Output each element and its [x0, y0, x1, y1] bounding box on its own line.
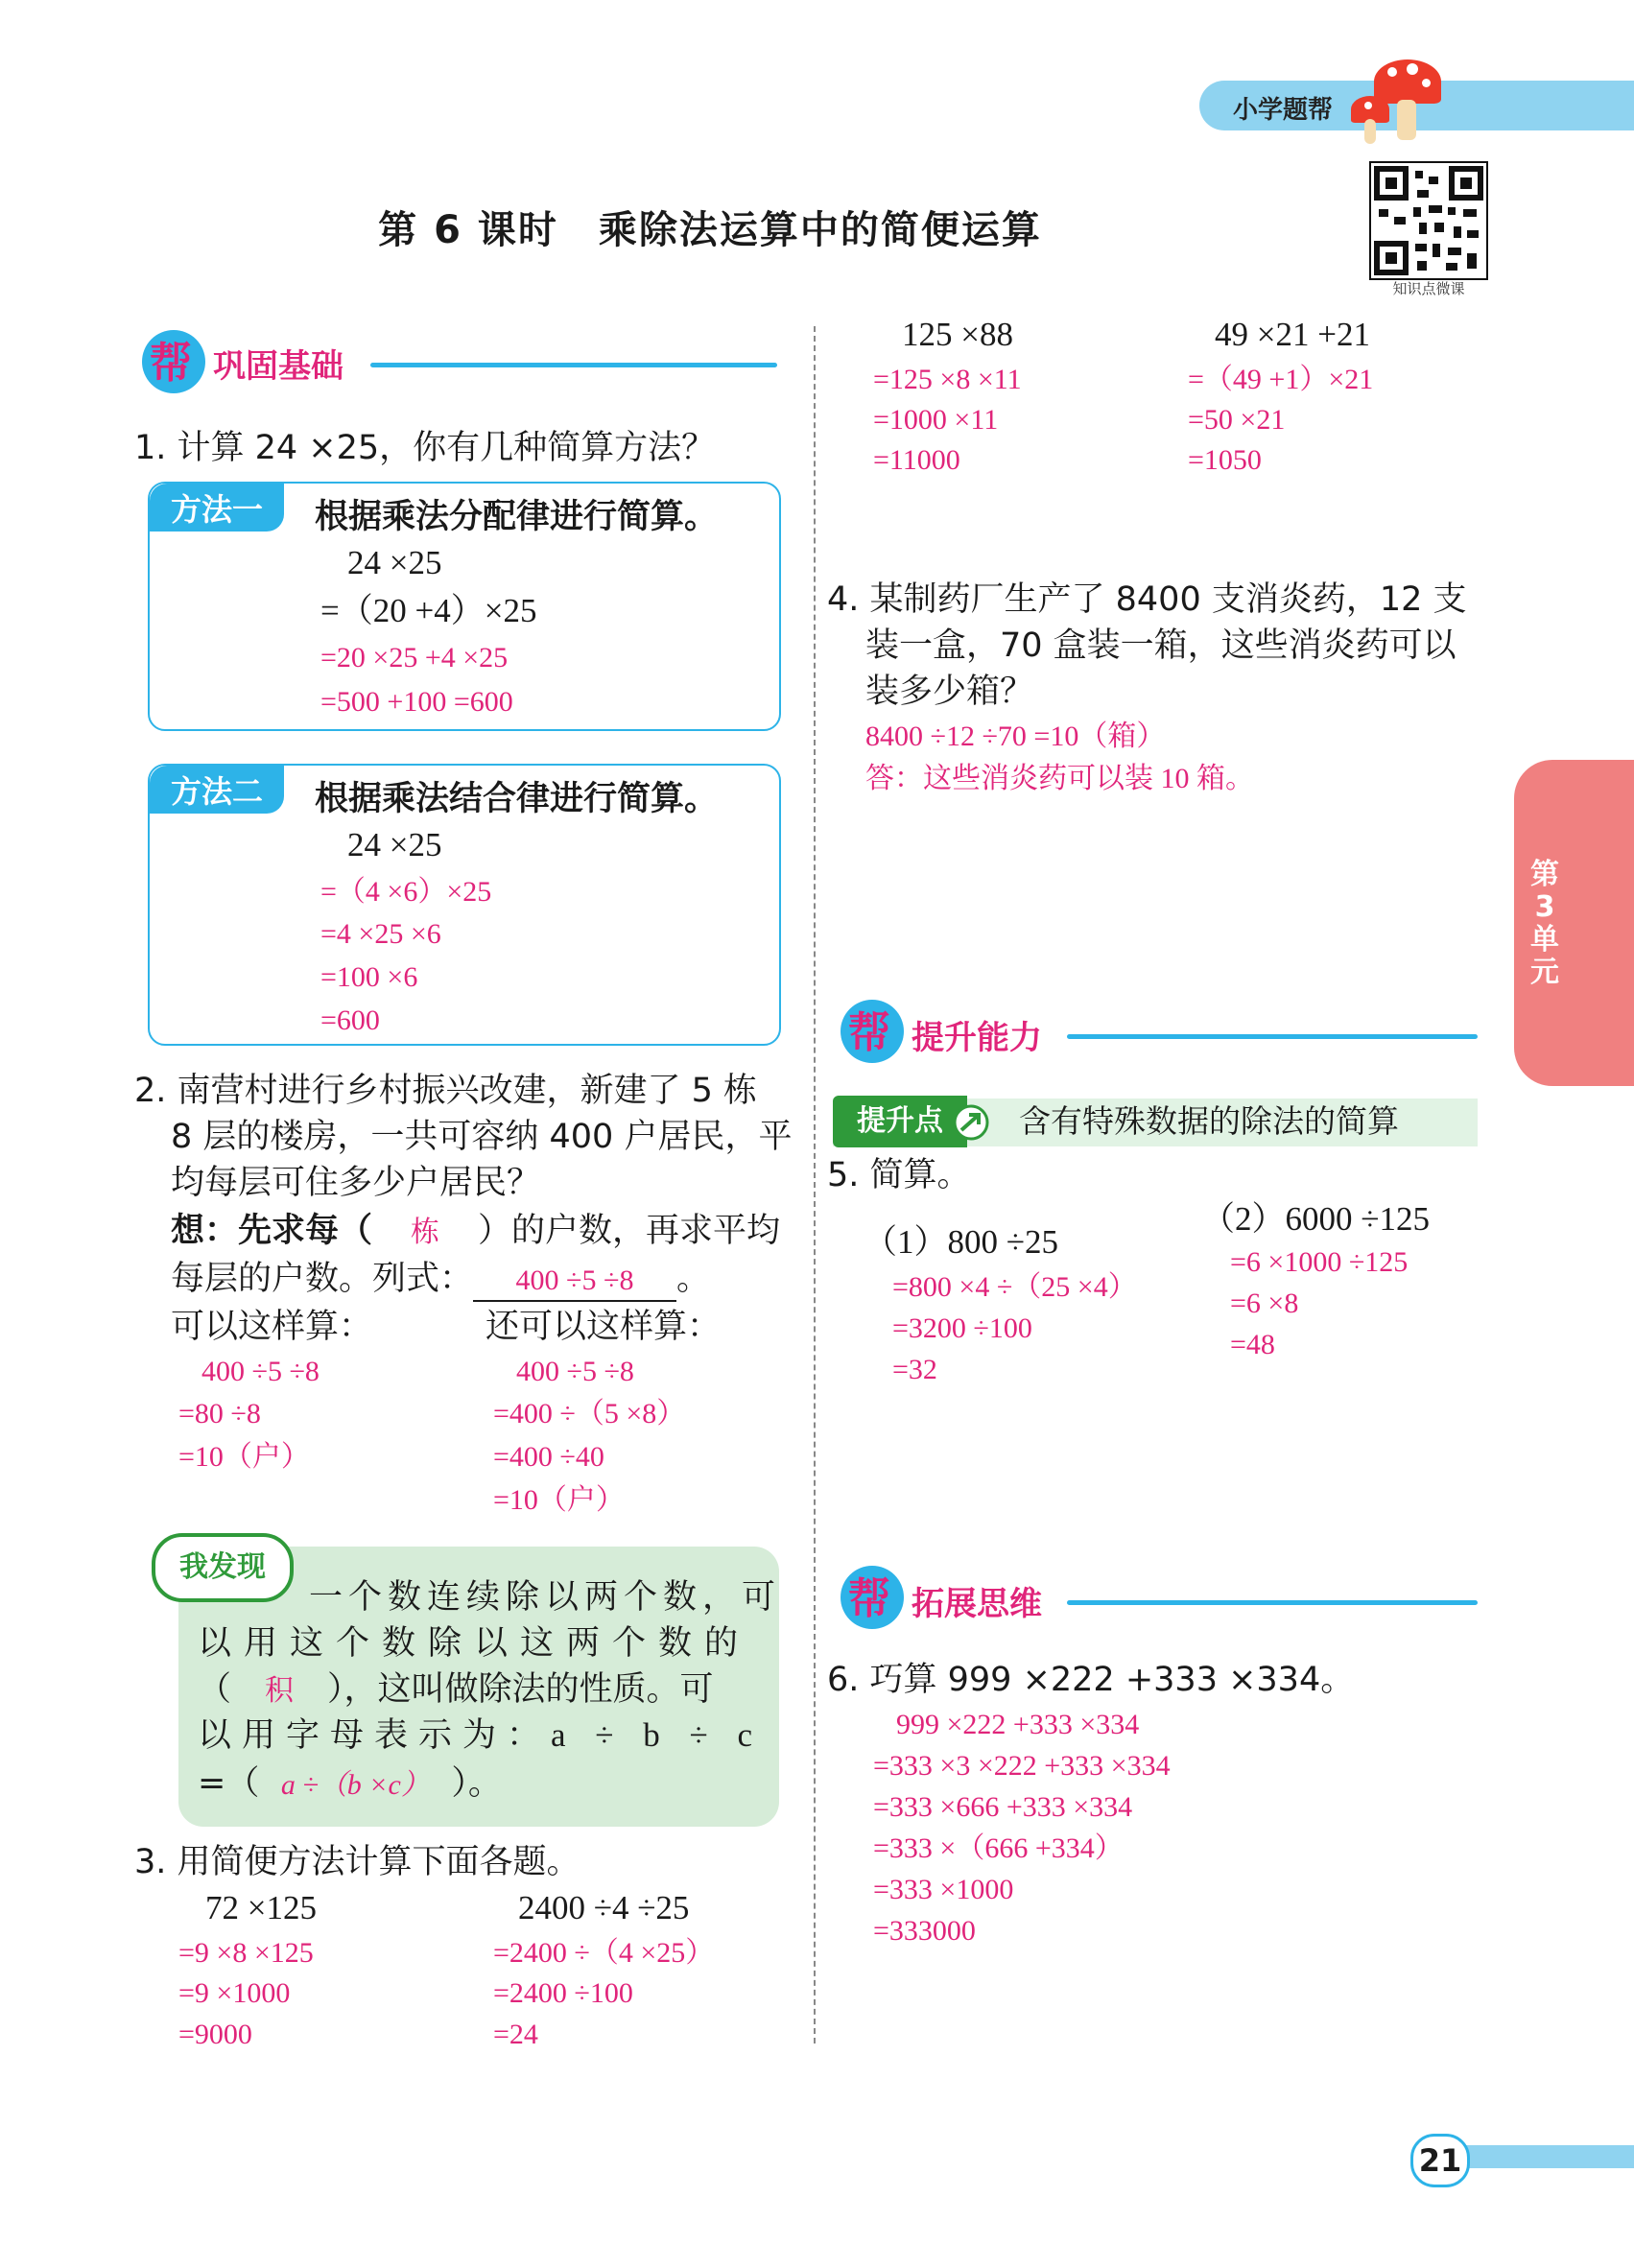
q3-p1-step: =9 ×8 ×125 [178, 1937, 314, 1969]
discover-eq-close: ）。 [451, 1764, 502, 1803]
method-2-tag: 方法二 [150, 766, 284, 814]
qr-code-icon[interactable] [1369, 161, 1488, 280]
way-1-step: =10（户） [178, 1441, 310, 1473]
think-blank-answer: 栋 [411, 1217, 440, 1248]
question-4-answer: 8400 ÷12 ÷70 =10（箱） [865, 721, 1166, 752]
page-title: 第 6 课时 乘除法运算中的简便运算 [378, 208, 1042, 252]
method-1-answer: =500 +100 =600 [320, 686, 513, 718]
section-title-improve: 提升能力 [912, 1019, 1042, 1057]
discover-line: 以用字母表示为：a ÷ b ÷ c [198, 1716, 763, 1754]
way-2-label: 还可以这样算： [485, 1308, 722, 1346]
method-2-answer: =4 ×25 ×6 [320, 918, 441, 950]
q5-p1-step: =3200 ÷100 [892, 1312, 1032, 1344]
section-divider-line [1067, 1600, 1478, 1605]
q3-p1-expr: 72 ×125 [205, 1889, 317, 1926]
method-2-expr: 24 ×25 [347, 826, 442, 863]
question-6: 6. 巧算 999 ×222 +333 ×334。 [827, 1661, 1355, 1699]
q3-p4-step: =（49 +1）×21 [1188, 364, 1374, 395]
method-2-answer: =100 ×6 [320, 961, 418, 993]
discover-line [198, 1760, 502, 1809]
q6-step: 999 ×222 +333 ×334 [896, 1709, 1140, 1740]
key-point-text: 含有特殊数据的除法的简算 [1019, 1102, 1399, 1140]
question-1: 1. 计算 24 ×25，你有几种简算方法？ [134, 429, 716, 467]
method-2-title: 根据乘法结合律进行简算。 [315, 780, 719, 818]
section-badge-char: 帮 [150, 339, 192, 388]
method-1-tag: 方法一 [150, 484, 284, 532]
question-2-line: 8 层的楼房，一共可容纳 400 户居民，平 [171, 1118, 793, 1156]
formula-label: 每层的户数。列式： [171, 1260, 474, 1298]
unit-side-tab-label: 第3单元 [1530, 858, 1559, 989]
way-2-step: =10（户） [493, 1484, 625, 1516]
q5-p2-expr: （2）6000 ÷125 [1201, 1200, 1430, 1238]
discover-eq-open: =（ [198, 1764, 260, 1803]
way-2-step: 400 ÷5 ÷8 [516, 1356, 634, 1387]
section-title-expand: 拓展思维 [912, 1585, 1042, 1623]
question-5: 5. 简算。 [827, 1156, 971, 1194]
q5-p2-step: =48 [1230, 1329, 1275, 1360]
page-number: 21 [1410, 2134, 1470, 2187]
question-2-line: 2. 南营村进行乡村振兴改建，新建了 5 栋 [134, 1072, 758, 1110]
think-prefix: 想：先求每（ [171, 1212, 373, 1250]
q5-p2-step: =6 ×8 [1230, 1288, 1299, 1319]
q6-step: =333 ×（666 +334） [873, 1832, 1124, 1864]
key-point-tag: 提升点 [833, 1096, 967, 1147]
question-4-line: 装多少箱？ [865, 673, 1034, 711]
q5-p1-expr: （1）800 ÷25 [864, 1223, 1058, 1261]
formula-end: 。 [676, 1260, 711, 1298]
question-4-line: 装一盒，70 盒装一箱，这些消炎药可以 [865, 626, 1456, 665]
section-divider-line [370, 363, 777, 367]
q3-p3-step: =11000 [873, 444, 960, 476]
column-divider [814, 326, 816, 2044]
way-1-step: 400 ÷5 ÷8 [201, 1356, 320, 1387]
method-1-title: 根据乘法分配律进行简算。 [315, 498, 719, 536]
method-2-answer: =600 [320, 1004, 380, 1036]
question-2-think [171, 1207, 780, 1257]
discover-line: 以用这个数除以这两个数的 [198, 1624, 751, 1663]
mushroom-icon [1351, 59, 1456, 146]
q3-p1-step: =9 ×1000 [178, 1977, 291, 2009]
q5-p1-step: =800 ×4 ÷（25 ×4） [892, 1271, 1137, 1303]
section-title-consolidate: 巩固基础 [213, 347, 343, 386]
q5-p2-step: =6 ×1000 ÷125 [1230, 1246, 1409, 1278]
section-badge-char: 帮 [848, 1574, 890, 1623]
method-1-step: =（20 +4）×25 [320, 592, 537, 629]
question-4-line: 4. 某制药厂生产了 8400 支消炎药，12 支 [827, 580, 1467, 619]
way-2-step: =400 ÷40 [493, 1441, 604, 1473]
method-2-answer: =（4 ×6）×25 [320, 876, 492, 908]
q6-step: =333 ×3 ×222 +333 ×334 [873, 1750, 1171, 1782]
q3-p2-step: =2400 ÷（4 ×25） [493, 1937, 715, 1969]
discover-bracket-open: （ [198, 1670, 232, 1709]
question-3: 3. 用简便方法计算下面各题。 [134, 1843, 580, 1881]
section-badge-char: 帮 [848, 1008, 890, 1057]
discover-blank-answer: 积 [265, 1675, 295, 1707]
q3-p1-step: =9000 [178, 2019, 252, 2050]
formula-answer: 400 ÷5 ÷8 [473, 1262, 676, 1302]
discover-formula-answer: a ÷（b ×c） [280, 1769, 430, 1801]
q3-p4-expr: 49 ×21 +21 [1215, 316, 1370, 353]
discover-line3-rest: ），这叫做除法的性质。可 [327, 1670, 714, 1709]
question-2-formula [171, 1255, 710, 1303]
method-1-expr: 24 ×25 [347, 544, 442, 581]
discover-line: 一个数连续除以两个数，可 [309, 1578, 782, 1617]
way-1-step: =80 ÷8 [178, 1398, 261, 1429]
q3-p3-expr: 125 ×88 [902, 316, 1013, 353]
think-suffix: ）的户数，再求平均 [478, 1212, 781, 1250]
q3-p4-step: =50 ×21 [1188, 404, 1286, 436]
brand-name: 小学题帮 [1233, 96, 1334, 125]
q5-p1-step: =32 [892, 1354, 937, 1385]
discover-line [198, 1666, 714, 1715]
section-divider-line [1067, 1034, 1478, 1039]
arrow-up-icon [952, 1103, 990, 1142]
q3-p2-expr: 2400 ÷4 ÷25 [518, 1889, 690, 1926]
qr-caption: 知识点微课 [1392, 280, 1465, 297]
question-4-answer: 答：这些消炎药可以装 10 箱。 [865, 763, 1254, 794]
q6-step: =333 ×666 +333 ×334 [873, 1791, 1133, 1823]
q3-p2-step: =24 [493, 2019, 538, 2050]
discover-tag: 我发现 [152, 1533, 294, 1602]
q6-step: =333 ×1000 [873, 1874, 1014, 1905]
q3-p2-step: =2400 ÷100 [493, 1977, 633, 2009]
q6-step: =333000 [873, 1915, 976, 1947]
q3-p3-step: =125 ×8 ×11 [873, 364, 1022, 395]
way-1-label: 可以这样算： [171, 1308, 373, 1346]
way-2-step: =400 ÷（5 ×8） [493, 1398, 686, 1429]
question-2-line: 均每层可住多少户居民？ [171, 1164, 541, 1202]
q3-p3-step: =1000 ×11 [873, 404, 999, 436]
q3-p4-step: =1050 [1188, 444, 1262, 476]
method-1-answer: =20 ×25 +4 ×25 [320, 642, 509, 673]
